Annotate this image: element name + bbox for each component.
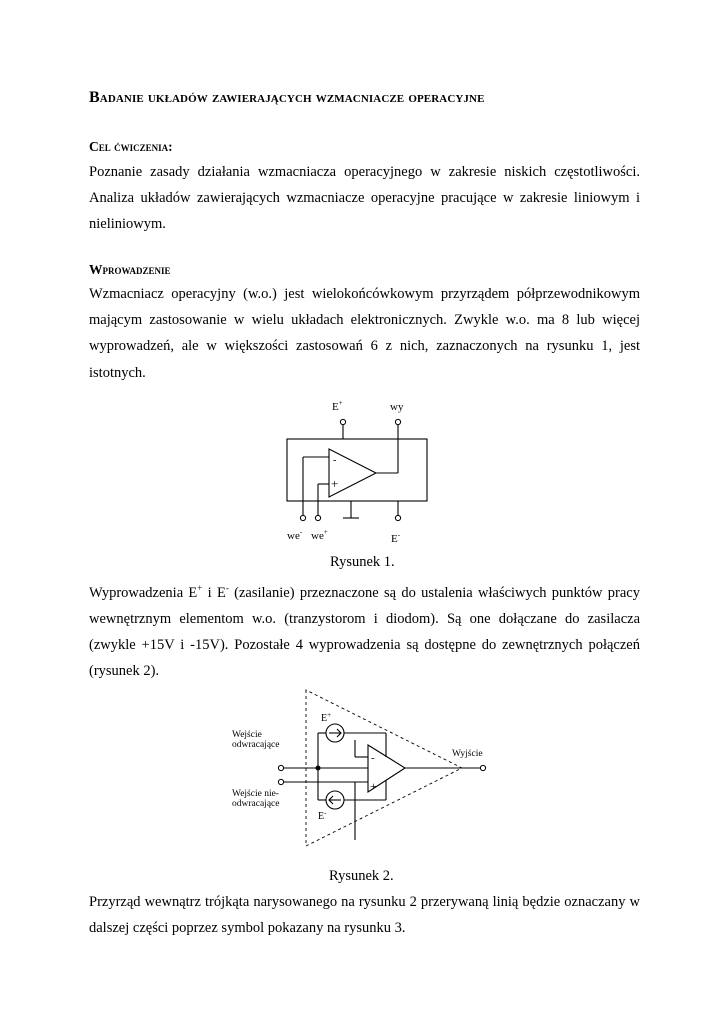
paragraph-goal: Poznanie zasady działania wzmacniacza operacyjnego w zakresie niskich częstotliwości. Analiza układów zawierających wzmacniacze operacyjne pracujące w zakresie liniowym i nieliniowym.	[89, 164, 640, 233]
figure-2-caption: Rysunek 2.	[329, 868, 394, 884]
fig1-label-in-plus: we+	[311, 528, 328, 542]
document-title: Badanie układów zawierających wzmacniacze operacyjne	[89, 89, 485, 106]
fig2-label-e-plus: E+	[321, 711, 332, 724]
figure-1-caption: Rysunek 1.	[330, 554, 395, 570]
fig2-plus-sign: +	[370, 779, 377, 793]
fig2-inv-input-terminal	[278, 765, 283, 770]
fig1-label-e-minus: E-	[391, 531, 401, 545]
junction-dot	[316, 766, 321, 771]
fig1-minus-sign: -	[333, 455, 337, 466]
fig1-label-out: wy	[390, 401, 404, 413]
fig2-label-inv-1: Wejście	[232, 730, 262, 740]
fig2-label-noninv-1: Wejście nie-	[232, 789, 279, 799]
paragraph-intro: Wzmacniacz operacyjny (w.o.) jest wielokońcówkowym przyrządem półprzewodnikowym mającym zastosowanie w wielu układach elektronicznych. Zwykle w.o. ma 8 lub więcej wyprowadzeń, ale w większości zastosowań 6 z nich, zaznaczonych na rysunku 1, jest istotnych.	[89, 286, 640, 381]
section-heading-goal: Cel ćwiczenia:	[89, 139, 173, 154]
fig2-label-e-minus: E-	[318, 809, 327, 822]
fig2-label-noninv-2: odwracające	[232, 799, 280, 809]
fig2-output-terminal	[480, 765, 485, 770]
fig1-plus-sign: +	[331, 476, 339, 491]
fig2-minus-sign: -	[371, 752, 375, 764]
paragraph-supply: Wyprowadzenia E+ i E- (zasilanie) przeznaczone są do ustalenia właściwych punktów pracy wewnętrznym elementom w.o. (tranzystorom i diodom). Są one dołączane do zasilacza (zwykle +15V i -15V). Pozostałe 4 wyprowadzenia są dostępne do zewnętrznych połączeń (rysunek 2).	[89, 583, 640, 680]
fig2-noninv-input-terminal	[278, 779, 283, 784]
fig2-label-output: Wyjście	[452, 749, 483, 759]
fig1-label-e-plus: E+	[332, 399, 343, 413]
section-heading-intro: Wprowadzenie	[89, 262, 171, 277]
paragraph-final: Przyrząd wewnątrz trójkąta narysowanego na rysunku 2 przerywaną linią będzie oznaczany w dalszej części poprzez symbol pokazany na rysunku 3.	[89, 894, 640, 937]
fig1-label-in-minus: we-	[287, 528, 303, 542]
fig2-label-inv-2: odwracające	[232, 740, 280, 750]
